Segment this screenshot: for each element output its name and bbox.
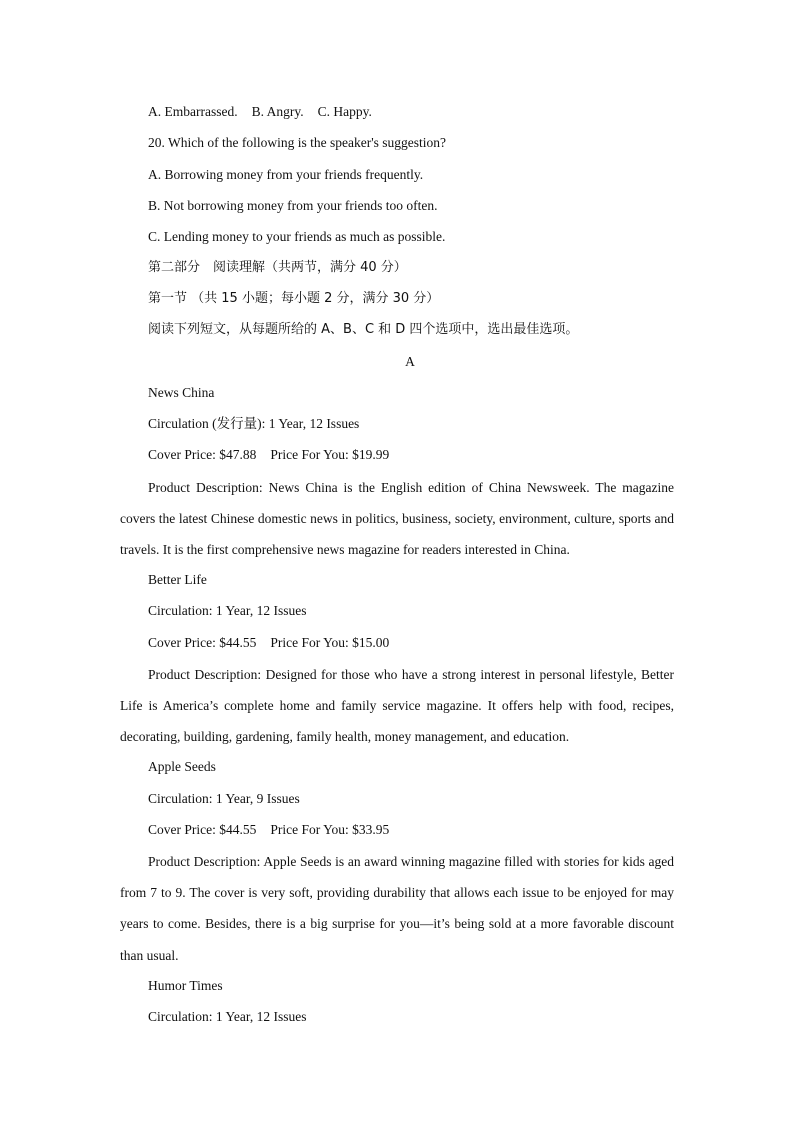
product-prices — [148, 633, 389, 653]
product-circulation: Circulation (发行量): 1 Year, 12 Issues — [148, 416, 360, 431]
product-prices — [148, 820, 389, 840]
q20-option-a: A. Borrowing money from your friends frequently. — [148, 167, 424, 182]
q19-option-c: C. Happy. — [317, 104, 372, 119]
product-description: Product Description: News China is the English edition of China Newsweek. The magazine covers the latest Chinese domestic news in politics, business, society, environment, culture, sports and travels. It is the first comprehensive news magazine for readers interested in China. — [120, 480, 674, 558]
product-description: Product Description: Designed for those who have a strong interest in personal lifestyle, Better Life is America’s complete home and family service magazine. It offers help with food, recipes, decorating, building, gardening, family health, money management, and education. — [120, 667, 674, 745]
q20-question: 20. Which of the following is the speaker's suggestion? — [148, 135, 447, 150]
product-name-humor-times: Humor Times — [148, 978, 223, 993]
product-name-news-china: News China — [148, 385, 215, 400]
q20-option-b: B. Not borrowing money from your friends too often. — [148, 198, 438, 213]
product-circulation: Circulation: 1 Year, 12 Issues — [148, 603, 307, 618]
product-circulation: Circulation: 1 Year, 9 Issues — [148, 791, 300, 806]
product-prices — [148, 445, 389, 465]
price-for-you: Price For You: $19.99 — [270, 447, 390, 462]
q19-option-b: B. Angry. — [251, 104, 304, 119]
q19-option-a: A. Embarrassed. — [148, 104, 238, 119]
price-for-you: Price For You: $33.95 — [270, 822, 390, 837]
section-one-heading: 第一节 （共 15 小题；每小题 2 分，满分 30 分） — [148, 291, 440, 306]
price-for-you: Price For You: $15.00 — [270, 635, 390, 650]
product-name-apple-seeds: Apple Seeds — [148, 759, 216, 774]
part-two-heading: 第二部分 阅读理解（共两节，满分 40 分） — [148, 260, 407, 275]
q20-option-c: C. Lending money to your friends as much as possible. — [148, 229, 446, 244]
cover-price: Cover Price: $44.55 — [148, 635, 257, 650]
cover-price: Cover Price: $47.88 — [148, 447, 257, 462]
passage-label: A — [405, 354, 415, 369]
cover-price: Cover Price: $44.55 — [148, 822, 257, 837]
product-name-better-life: Better Life — [148, 572, 207, 587]
product-description: Product Description: Apple Seeds is an award winning magazine filled with stories for kids aged from 7 to 9. The cover is very soft, providing durability that allows each issue to be enjoyed for may years to come. Besides, there is a big surprise for you—it’s being sold at a more favorable discount than usual. — [120, 854, 674, 963]
reading-instructions: 阅读下列短文，从每题所给的 A、B、C 和 D 四个选项中，选出最佳选项。 — [148, 322, 579, 337]
q19-options — [148, 102, 372, 122]
product-circulation: Circulation: 1 Year, 12 Issues — [148, 1009, 307, 1024]
